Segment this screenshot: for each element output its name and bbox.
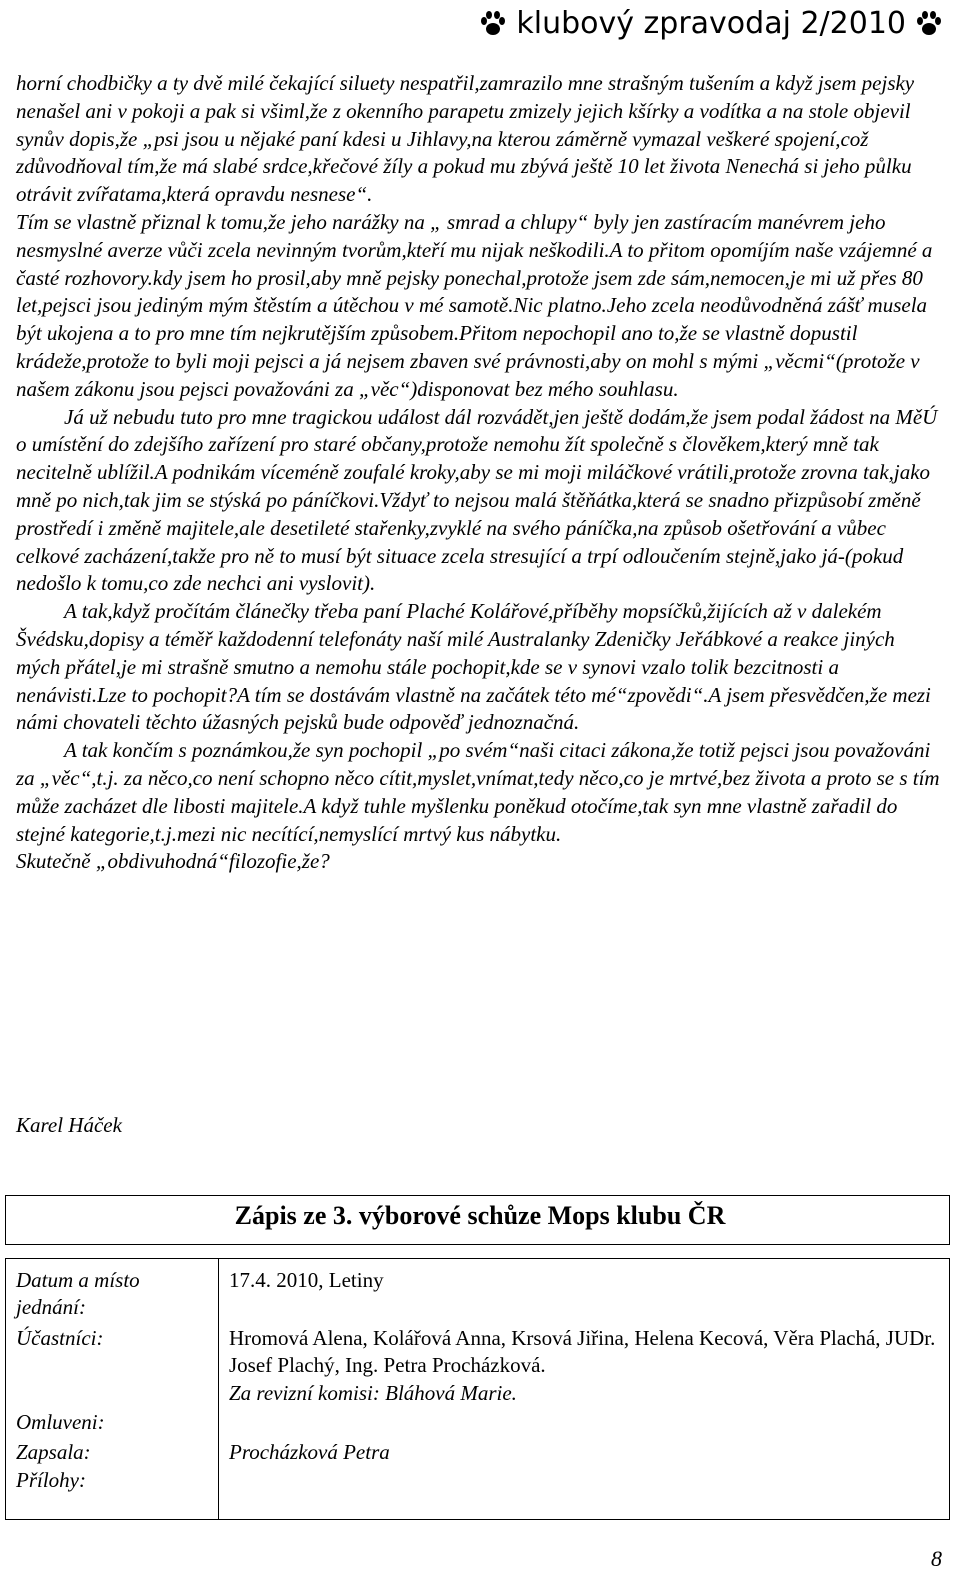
column-divider bbox=[218, 1259, 219, 1519]
value-zapsala: Procházková Petra bbox=[229, 1440, 390, 1464]
paw-print-icon bbox=[478, 9, 508, 39]
paragraph: Tím se vlastně přiznal k tomu,že jeho narážky na „ smrad a chlupy“ byly jen zastíracím manévrem jeho nesmyslné averze vůči zcela nevinným tvorům,kteří mu nijak neškodili.A to přitom opomíjím naše vzájemné a časté rozhovory.kdy jsem ho prosil,aby mně pejsky ponechal,protože jsem zde sám,nemocen,je mi už přes 80 let,pejsci jsou jediným mým štěstím a útěchou v mé samotě.Nic platno.Jeho zcela neodůvodněná zášť musela být ukojena a to pro mne tím nejkrutějším způsobem.Přitom nepochopil ano to,že se vlastně dopustil krádeže,protože to byli moji pejsci a já nejsem zbaven své právnosti,aby on mohl s mými „věcmi“(protože v našem zákonu jsou pejsci považováni za „věc“)disponovat bez mého souhlasu. bbox=[16, 209, 933, 401]
page-header bbox=[478, 4, 944, 44]
value-ucastnici: Hromová Alena, Kolářová Anna, Krsová Jiřina, Helena Kecová, Věra Plachá, JUDr. Josef Plachý, Ing. Petra Procházková. bbox=[229, 1326, 936, 1377]
label-datum: Datum a místo jednání: bbox=[16, 1268, 140, 1319]
label-prilohy: Přílohy: bbox=[16, 1468, 86, 1492]
value-revize: Za revizní komisi: Bláhová Marie. bbox=[229, 1381, 517, 1405]
paragraph: Skutečně „obdivuhodná“filozofie,že? bbox=[16, 849, 330, 874]
minutes-table bbox=[5, 1258, 950, 1520]
paw-print-icon bbox=[914, 9, 944, 39]
page-number: 8 bbox=[931, 1546, 942, 1571]
paragraph: Já už nebudu tuto pro mne tragickou událost dál rozvádět,jen ještě dodám,že jsem podal žádost na MěÚ o umístění do zdejšího zařízení pro staré občany,protože nemohu žít společně s člověkem,který mně tak necitelně ublížil.A podnikám víceméně zoufalé kroky,aby se mi moji miláčkové vrátili,protože zrovna tak,jako mně po nich,tak jim se stýská po páníčkovi.Vždyť to nejsou malá štěňátka,která se snadno přizpůsobí změně prostředí i změně majitele,ale desetileté stařenky,zvyklé na svého páníčka,na způsob ošetřování a vůbec celkové zacházení,takže pro ně to musí být situace zcela stresující a trpí odloučením stejně,jako já-(pokud nedošlo k tomu,co zde nechci ani vyslovit). bbox=[16, 404, 938, 596]
label-omluveni: Omluveni: bbox=[16, 1410, 105, 1434]
paragraph: A tak,když pročítám článečky třeba paní Plaché Kolářové,příběhy mopsíčků,žijících až v dalekém Švédsku,dopisy a téměř každodenní telefonáty naší milé Australanky Zdeničky Jeřábkové a reakce jiných mých přátel,je mi strašně smutno a nemohu stále pochopit,kde se v synovi vzalo tolik bezcitnosti a nenávisti.Lze to pochopit?A tím se dostávám vlastně na začátek této mé“zpovědi“.A jsem přesvědčen,že mezi námi chovateli těchto úžasných pejsků bude odpověď jednoznačná. bbox=[16, 599, 931, 735]
author-signature: Karel Háček bbox=[16, 1113, 122, 1137]
article-body bbox=[16, 70, 944, 876]
header-title: klubový zpravodaj 2/2010 bbox=[516, 6, 906, 41]
label-zapsala: Zapsala: bbox=[16, 1440, 91, 1464]
value-datum: 17.4. 2010, Letiny bbox=[229, 1268, 384, 1292]
paragraph: A tak končím s poznámkou,že syn pochopil „po svém“naši citaci zákona,že totiž pejsci jsou považováni za „věc“,t.j. za něco,co není schopno něco cítit,myslet,vnímat,tedy něco,co je mrtvé,bez života a proto se s tím může zacházet dle libosti majitele.A když tuhle myšlenku poněkud otočíme,tak syn mne vlastně zařadil do stejné kategorie,t.j.mezi nic necítící,nemyslící mrtvý kus nábytku. bbox=[16, 738, 940, 846]
minutes-title: Zápis ze 3. výborové schůze Mops klubu ČR bbox=[234, 1201, 726, 1230]
label-ucastnici: Účastníci: bbox=[16, 1326, 104, 1350]
paragraph: horní chodbičky a ty dvě milé čekající siluety nespatřil,zamrazilo mne strašným tušením a když jsem pejsky nenašel ani v pokoji a pak si všiml,že z okenního parapetu zmizely jejich kšírky a vodítka a na stole objevil synův dopis,že „psi jsou u nějaké paní kdesi u Jihlavy,na kterou záměrně vymazal veškeré spojení,což zdůvodňoval tím,že má slabé srdce,křečové žíly a pokud mu zbývá ještě 10 let života Nenechá si jeho půlku otrávit zvířatama,která opravdu nesnese“. bbox=[16, 71, 915, 207]
